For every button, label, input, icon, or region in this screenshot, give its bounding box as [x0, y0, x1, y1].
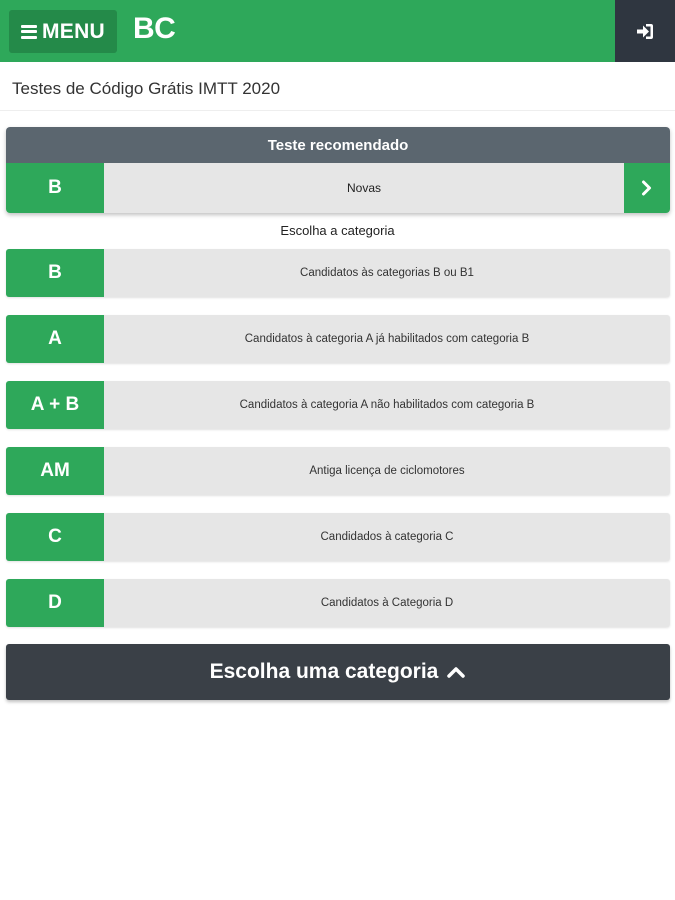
- login-button[interactable]: [615, 0, 675, 62]
- hamburger-icon: [21, 25, 37, 39]
- category-row-am[interactable]: [6, 447, 670, 495]
- category-row-d[interactable]: [6, 579, 670, 627]
- category-badge: C: [6, 513, 104, 561]
- menu-label: MENU: [41, 19, 106, 43]
- category-description: Antiga licença de ciclomotores: [309, 465, 465, 477]
- recommended-category-badge: B: [6, 163, 104, 213]
- category-description: Candidatos à Categoria D: [320, 597, 454, 609]
- category-row-a[interactable]: [6, 315, 670, 363]
- category-description: Candidatos à categoria A já habilitados com categoria B: [244, 333, 530, 345]
- choose-category-label: Escolha uma categoria: [209, 660, 439, 683]
- app-logo[interactable]: BC: [133, 12, 176, 45]
- category-description: Candidatos às categorias B ou B1: [300, 267, 474, 279]
- divider: [0, 110, 675, 111]
- chevron-up-icon: [446, 665, 466, 679]
- sign-in-icon: [636, 23, 654, 40]
- category-description: Candidatos à categoria A não habilitados com categoria B: [239, 399, 535, 411]
- recommended-test-row[interactable]: [6, 163, 670, 213]
- category-badge: D: [6, 579, 104, 627]
- recommended-go-button[interactable]: [624, 163, 670, 213]
- category-row-a-plus-b[interactable]: [6, 381, 670, 429]
- top-bar: [0, 0, 675, 62]
- recommended-test-label: Novas: [346, 181, 381, 195]
- category-row-b[interactable]: [6, 249, 670, 297]
- category-badge: A: [6, 315, 104, 363]
- category-description: Candidados à categoria C: [320, 531, 454, 543]
- chevron-right-icon: [641, 180, 653, 196]
- category-badge: A + B: [6, 381, 104, 429]
- recommended-test-card: [6, 127, 670, 213]
- menu-button[interactable]: [9, 10, 117, 53]
- choose-category-button[interactable]: [6, 644, 670, 700]
- category-heading: Escolha a categoria: [280, 223, 395, 238]
- category-badge: AM: [6, 447, 104, 495]
- category-row-c[interactable]: [6, 513, 670, 561]
- category-list: [6, 249, 670, 645]
- recommended-header: Teste recomendado: [6, 127, 670, 163]
- page-title: Testes de Código Grátis IMTT 2020: [12, 79, 281, 98]
- category-badge: B: [6, 249, 104, 297]
